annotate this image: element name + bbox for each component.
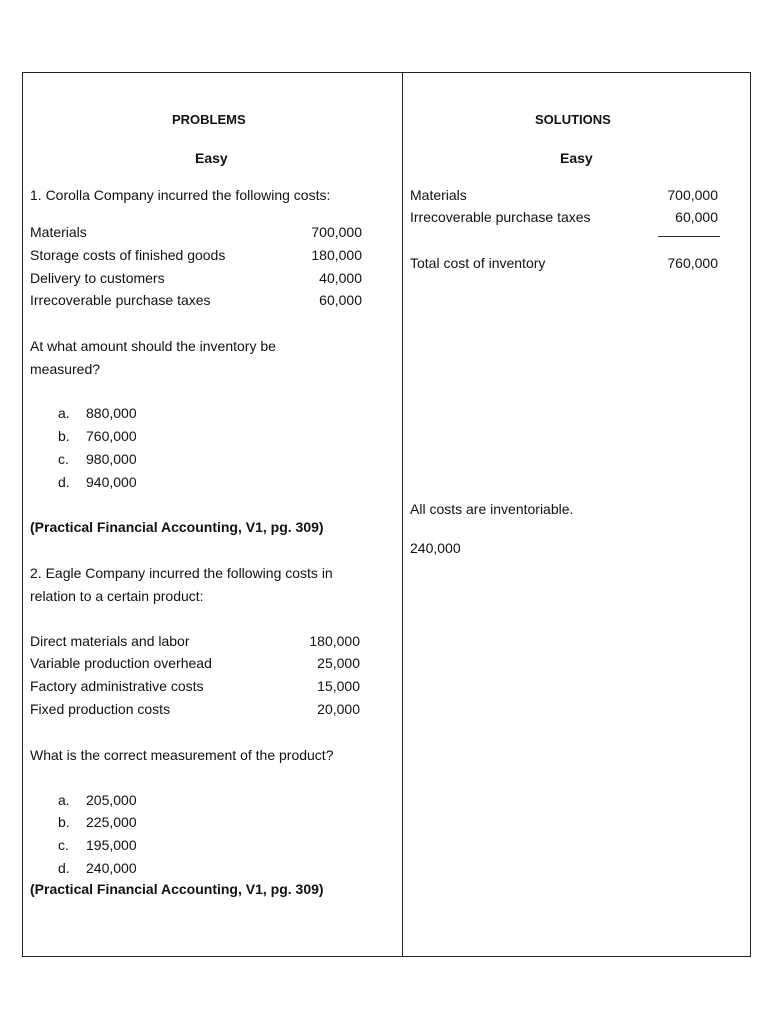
choice-letter: c. [58, 451, 69, 467]
problem1-question-line1: At what amount should the inventory be [30, 338, 276, 354]
problem2-cost-amount: 15,000 [317, 678, 360, 694]
problem1-cost-label: Delivery to customers [30, 270, 165, 286]
problem1-cost-amount: 700,000 [311, 224, 362, 240]
choice-letter: b. [58, 428, 70, 444]
problem2-cost-label: Variable production overhead [30, 655, 212, 671]
problem2-source: (Practical Financial Accounting, V1, pg. 309) [30, 881, 324, 897]
choice-letter: a. [58, 405, 70, 421]
problem2-intro-line2: relation to a certain product: [30, 588, 204, 604]
solutions-header: SOLUTIONS [535, 112, 611, 127]
choice-value: 205,000 [86, 792, 137, 808]
problems-easy-heading: Easy [195, 150, 228, 166]
solution2-note: All costs are inventoriable. [410, 501, 574, 517]
problem2-cost-amount: 20,000 [317, 701, 360, 717]
problem2-cost-amount: 180,000 [309, 633, 360, 649]
problem2-cost-label: Fixed production costs [30, 701, 171, 717]
solution1-item-amount: 700,000 [667, 187, 718, 203]
solution1-item-amount: 60,000 [675, 209, 718, 225]
choice-value: 195,000 [86, 837, 137, 853]
problem1-cost-label: Materials [30, 224, 87, 240]
solution1-total-label: Total cost of inventory [410, 255, 546, 271]
problem1-cost-label: Storage costs of finished goods [30, 247, 226, 263]
choice-value: 760,000 [86, 428, 137, 444]
problem2-question: What is the correct measurement of the product? [30, 747, 334, 763]
solution1-total-amount: 760,000 [667, 255, 718, 271]
sum-rule [658, 236, 720, 237]
choice-letter: d. [58, 860, 70, 876]
problem2-cost-label: Direct materials and labor [30, 633, 190, 649]
solution1-item-label: Materials [410, 187, 467, 203]
problem1-cost-amount: 60,000 [319, 292, 362, 308]
problem1-cost-label: Irrecoverable purchase taxes [30, 292, 211, 308]
problems-header: PROBLEMS [172, 112, 246, 127]
problem1-cost-amount: 40,000 [319, 270, 362, 286]
choice-value: 940,000 [86, 474, 137, 490]
choice-value: 240,000 [86, 860, 137, 876]
problem1-intro: 1. Corolla Company incurred the following costs: [30, 187, 331, 203]
problem1-cost-amount: 180,000 [311, 247, 362, 263]
choice-letter: a. [58, 792, 70, 808]
problem2-intro-line1: 2. Eagle Company incurred the following costs in [30, 565, 333, 581]
problem2-cost-amount: 25,000 [317, 655, 360, 671]
choice-letter: d. [58, 474, 70, 490]
problem2-cost-label: Factory administrative costs [30, 678, 204, 694]
column-divider [402, 72, 403, 957]
choice-value: 225,000 [86, 814, 137, 830]
problem1-source: (Practical Financial Accounting, V1, pg. 309) [30, 519, 324, 535]
choice-letter: c. [58, 837, 69, 853]
solution2-answer: 240,000 [410, 540, 461, 556]
choice-letter: b. [58, 814, 70, 830]
solution1-item-label: Irrecoverable purchase taxes [410, 209, 591, 225]
choice-value: 980,000 [86, 451, 137, 467]
solutions-easy-heading: Easy [560, 150, 593, 166]
problem1-question-line2: measured? [30, 361, 101, 377]
choice-value: 880,000 [86, 405, 137, 421]
